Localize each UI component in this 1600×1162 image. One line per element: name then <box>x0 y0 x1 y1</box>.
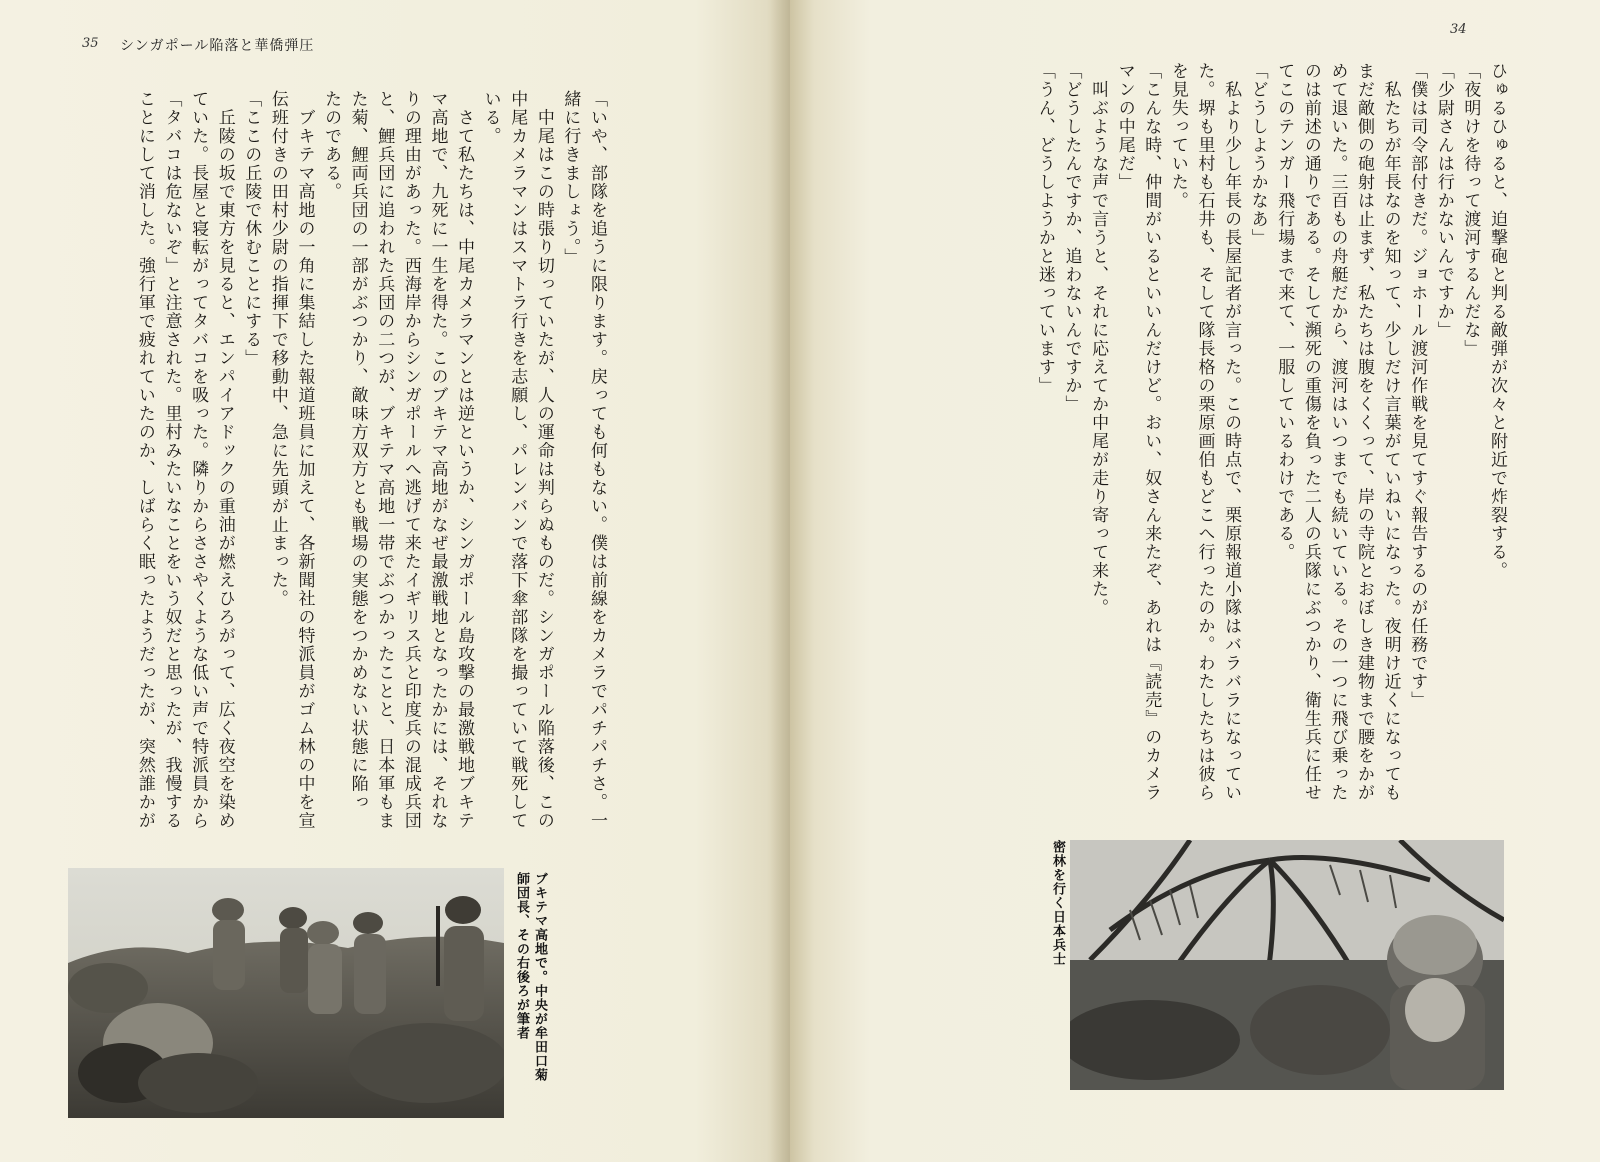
caption-line: 師団長、その右後ろが筆者 <box>514 872 529 1040</box>
page-number-right: 34 <box>1450 22 1467 37</box>
text-line: マンの中尾だ」 <box>1114 62 1135 192</box>
text-line: 中尾はこの時張り切っていたが、人の運命は判らぬものだ。シンガポール陥落後、この <box>533 90 554 830</box>
text-line: 「うん、どうしようかと迷っています」 <box>1034 62 1055 395</box>
running-head: シンガポール陥落と華僑弾圧 <box>120 38 315 54</box>
text-line: まだ敵側の砲射は止まず、私たちは腹をくくって、岸の寺院とおぼしき建物まで腰をかが <box>1354 62 1375 802</box>
text-line: 「タバコは危ないぞ」と注意された。里村みたいなことをいう奴だと思ったが、我慢する <box>161 90 182 830</box>
text-line: 「少尉さんは行かないんですか」 <box>1433 62 1454 340</box>
text-line: 私たちが年長なのを知って、少しだけ言葉がていねいになった。夜明け近くになっても <box>1380 62 1401 802</box>
text-line: ブキテマ高地の一角に集結した報道班員に加えて、各新聞社の特派員がゴム林の中を宣 <box>294 90 315 830</box>
text-line: めて退いた。三百もの舟艇だから、渡河はいつまでも続いている。その一つに飛び乗った <box>1327 62 1348 802</box>
right-page <box>790 0 1600 1162</box>
text-line: のは前述の通りである。そして瀕死の重傷を負った二人の兵隊にぶつかり、衛生兵に任せ <box>1300 62 1321 802</box>
text-line: た。堺も里村も石井も、そして隊長格の栗原画伯もどこへ行ったのか。わたしたちは彼ら <box>1194 62 1215 802</box>
text-line: を見失っていた。 <box>1167 62 1188 210</box>
text-line: 「どうしようかなあ」 <box>1247 62 1268 247</box>
text-line: てこのテンガー飛行場まで来て、一服しているわけである。 <box>1274 62 1295 562</box>
text-line: 緒に行きましょう。」 <box>560 90 581 267</box>
text-line: ていた。長屋と寝転がってタバコを吸った。隣りからささやくような低い声で特派員から <box>188 90 209 830</box>
text-line: たのである。 <box>321 90 342 201</box>
text-line: 「いや、部隊を追うに限ります。戻っても何もない。僕は前線をカメラでパチパチさ。一 <box>587 90 607 830</box>
right-body-text <box>1031 62 1510 822</box>
text-line: た菊、鯉両兵団の一部がぶつかり、敵味方双方とも戦場の実態をつかめない状態に陥っ <box>347 90 368 812</box>
page-number-left: 35 <box>82 36 99 51</box>
text-line: 伝班付きの田村少尉の指揮下で移動中、急に先頭が止まった。 <box>267 90 288 608</box>
text-line: 「僕は司令部付きだ。ジョホール渡河作戦を見てすぐ報告するのが任務です」 <box>1407 62 1428 710</box>
text-line: ことにして消した。強行軍で疲れていたのか、しばらく眠ったようだったが、突然誰かが <box>134 90 155 830</box>
text-line: いる。 <box>480 90 501 146</box>
right-photo-caption <box>1048 840 1066 1040</box>
caption-line: ブキテマ高地で。中央が牟田口菊 <box>532 872 547 1082</box>
text-line: さて私たちは、中尾カメラマンとは逆というか、シンガポール島攻撃の最激戦地ブキテ <box>454 90 475 830</box>
left-photo-caption <box>512 872 548 1122</box>
text-line: 「ここの丘陵で休むことにする」 <box>241 90 262 368</box>
text-line: 丘陵の坂で東方を見ると、エンパイアドックの重油が燃えひろがって、広く夜空を染め <box>214 90 235 830</box>
caption-line: 密林を行く日本兵士 <box>1050 840 1065 966</box>
jungle-photo <box>1070 840 1504 1090</box>
text-line: ひゅるひゅると、迫撃砲と判る敵弾が次々と附近で炸裂する。 <box>1487 62 1507 580</box>
text-line: りの理由があった。西海岸からシンガポールへ逃げて来たイギリス兵と印度兵の混成兵団 <box>400 90 421 830</box>
text-line: と、鯉兵団に追われた兵団の二つが、ブキテマ高地一帯でぶつかったことと、日本軍もま <box>374 90 395 830</box>
soldiers-photo <box>68 868 504 1118</box>
left-body-text <box>131 90 610 850</box>
text-line: 「どうしたんですか、追わないんですか」 <box>1061 62 1082 414</box>
text-line: 「こんな時、仲間がいるといいんだけど。おい、奴さん来たぞ、あれは『読売』のカメラ <box>1141 62 1162 802</box>
text-line: 中尾カメラマンはスマトラ行きを志願し、パレンバンで落下傘部隊を撮っていて戦死して <box>507 90 528 830</box>
left-page <box>0 0 790 1162</box>
text-line: 私より少し年長の長屋記者が言った。この時点で、栗原報道小隊はバラバラになってい <box>1221 62 1242 802</box>
text-line: 叫ぶような声で言うと、それに応えてか中尾が走り寄って来た。 <box>1088 62 1109 617</box>
text-line: 「夜明けを待って渡河するんだな」 <box>1460 62 1481 358</box>
text-line: マ高地で、九死に一生を得た。このブキテマ高地がなぜ最激戦地となったかには、それな <box>427 90 448 830</box>
